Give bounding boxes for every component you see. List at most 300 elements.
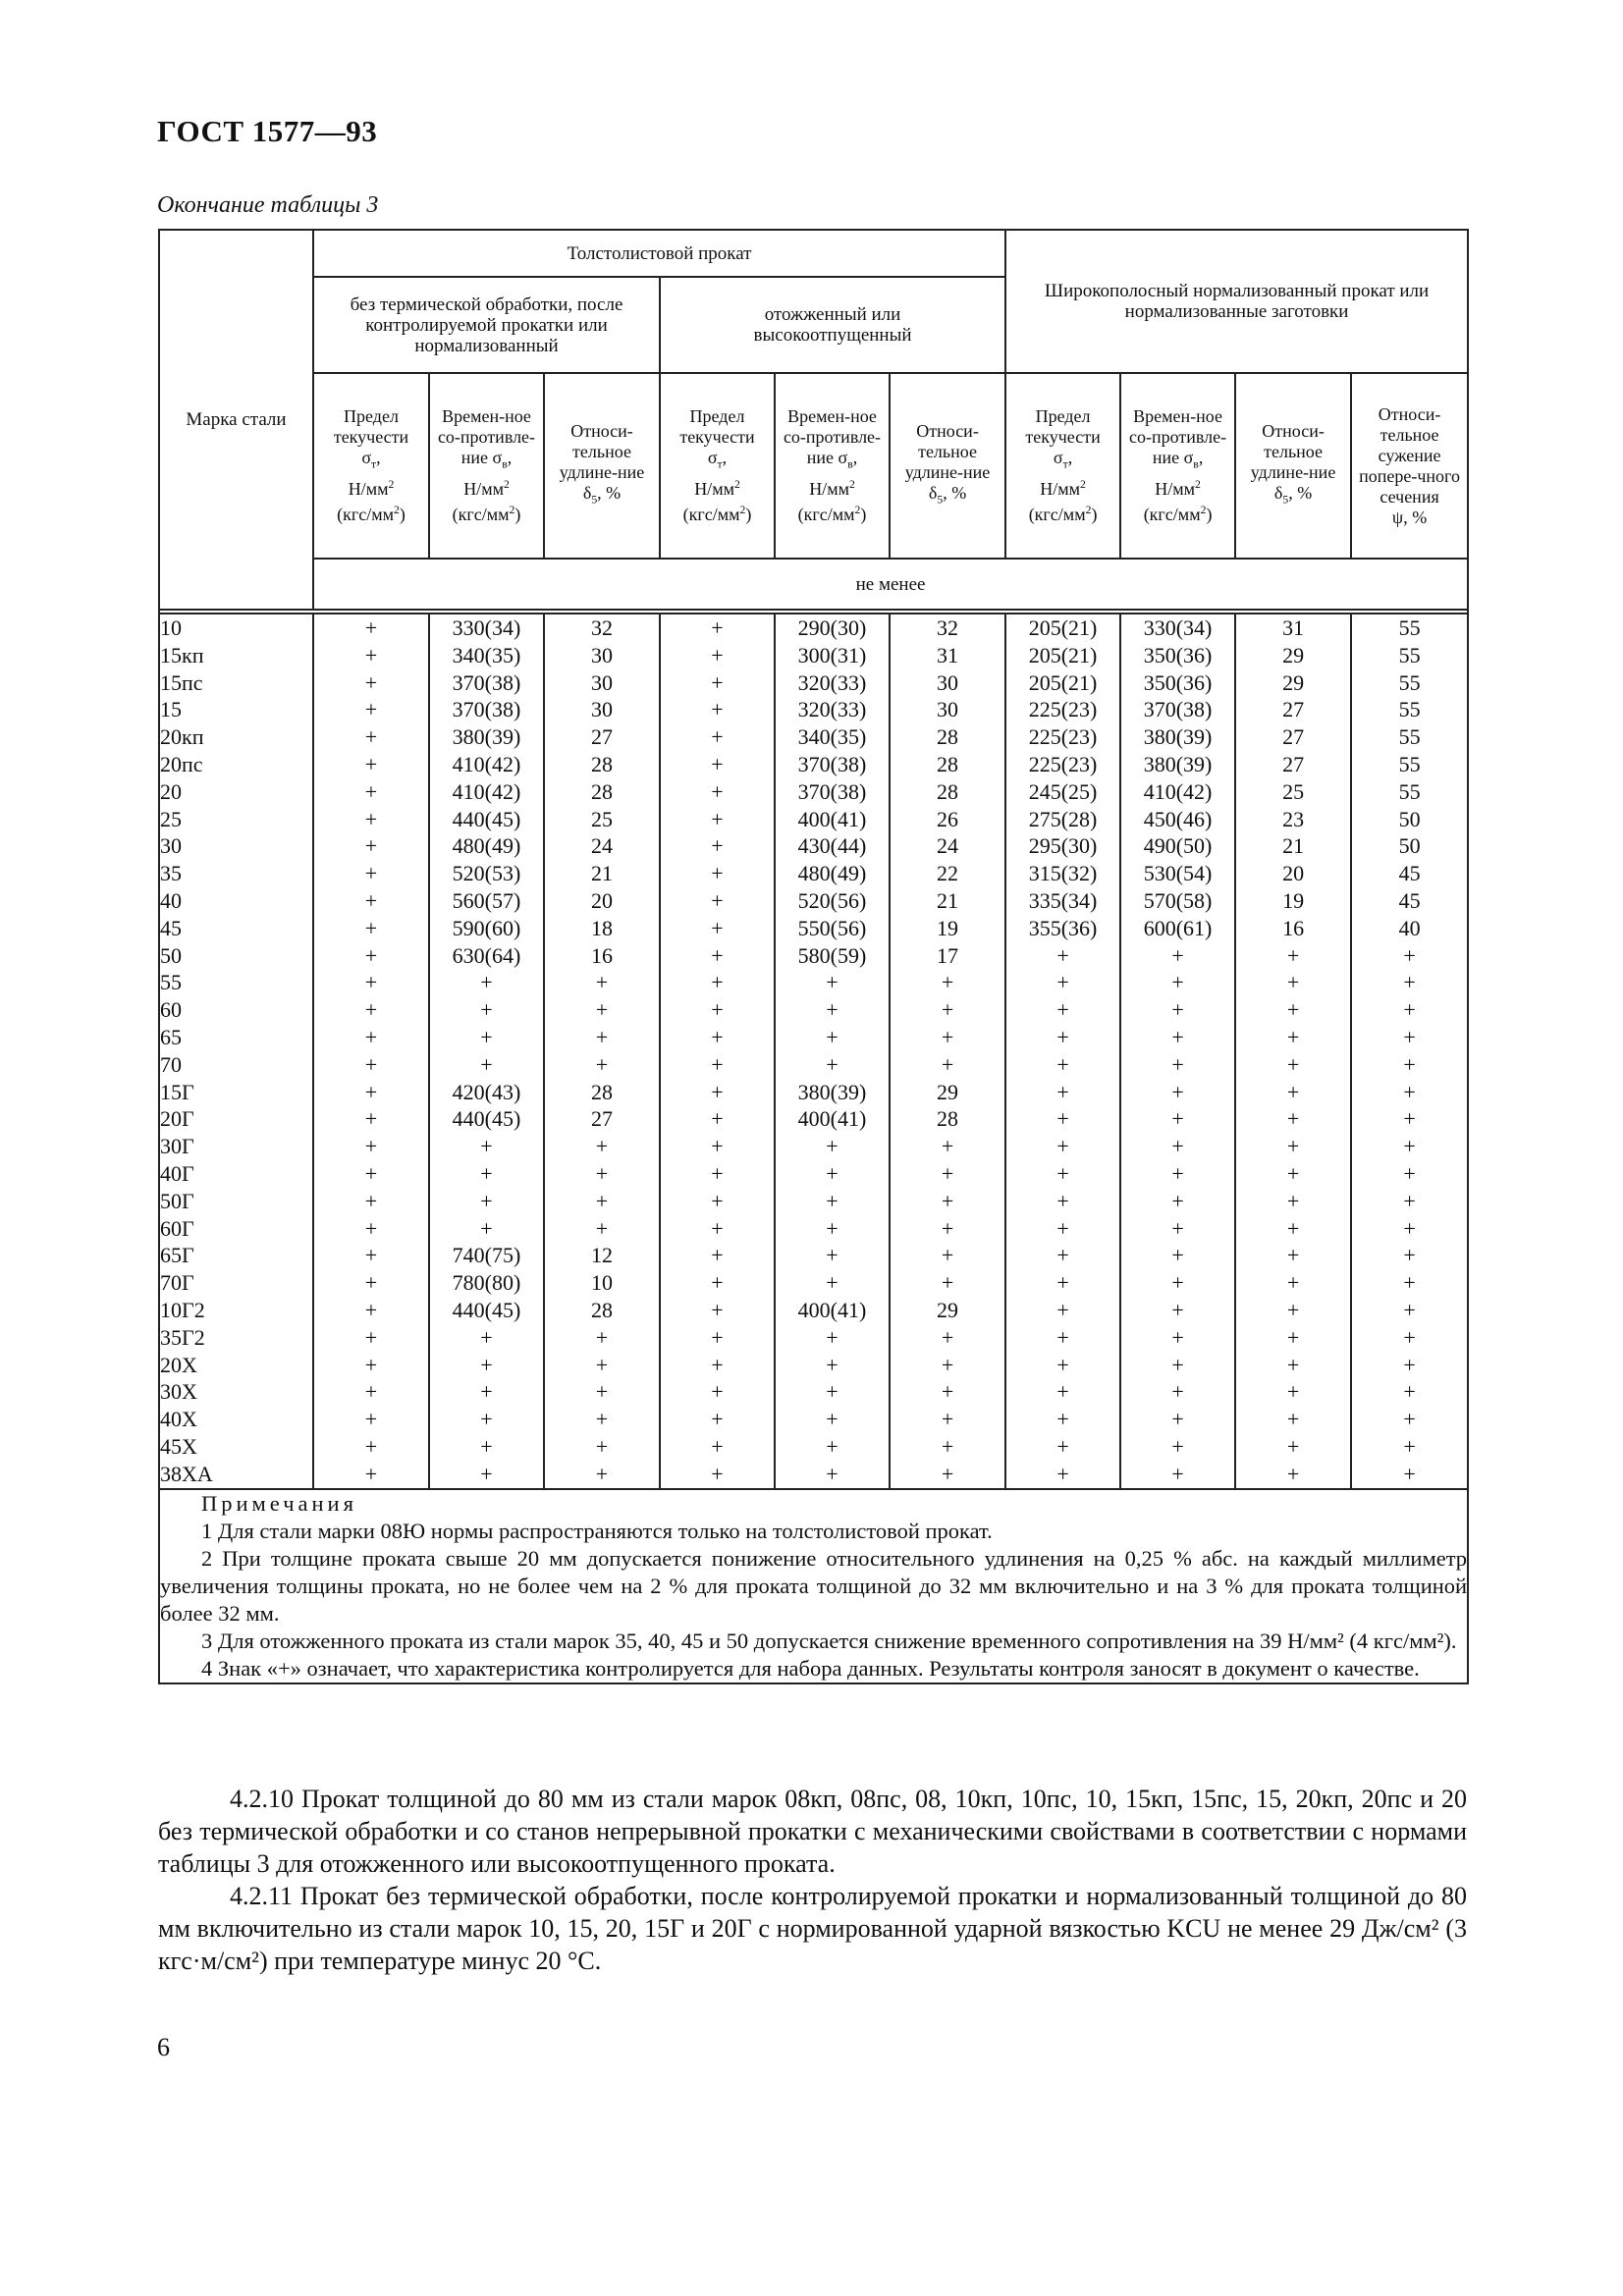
table-cell: + (364, 1215, 378, 1241)
table-cell: + (480, 1379, 493, 1405)
table-cell: + (595, 1134, 609, 1159)
table-cell: + (941, 1324, 954, 1350)
table-cell: + (480, 1407, 493, 1432)
table-cell: 18 (591, 915, 613, 940)
table-cell: 355(36) (1028, 915, 1098, 940)
table-cell: + (711, 942, 724, 968)
table-cell: 370(38) (452, 669, 521, 695)
table-cell: + (1286, 1433, 1300, 1459)
table-cell: 300(31) (797, 642, 867, 667)
grade-cell: 45 (160, 915, 182, 940)
table-cell: 55 (1398, 669, 1421, 695)
document-header: ГОСТ 1577—93 (157, 114, 378, 148)
table-cell: + (595, 1051, 609, 1077)
table-cell: 550(56) (797, 915, 867, 940)
table-cell: + (1286, 1407, 1300, 1432)
grade-cell: 45Х (160, 1433, 197, 1459)
table-cell: + (1286, 1160, 1300, 1186)
table-cell: 480(49) (797, 861, 867, 886)
table-cell: 55 (1398, 615, 1421, 640)
table-cell: + (1286, 1024, 1300, 1049)
table-cell: + (364, 1324, 378, 1350)
table-cell: 330(34) (452, 615, 521, 640)
table-cell: 25 (591, 806, 613, 831)
table-cell: + (1171, 997, 1184, 1023)
table-cell: + (480, 1215, 493, 1241)
table-cell: 380(39) (1143, 724, 1213, 750)
table-cell: + (364, 970, 378, 995)
table-cell: 55 (1398, 751, 1421, 776)
table-cell: + (711, 1160, 724, 1186)
header-reduction-area: Относи-тельное сужение попере-чного сечения ψ, % (1351, 373, 1468, 559)
note-1: 1 Для стали марки 08Ю нормы распространяются только на толстолистовой прокат. (201, 1518, 993, 1543)
grade-cell: 15пс (160, 669, 203, 695)
table-cell: + (1056, 1051, 1069, 1077)
table-cell: + (595, 997, 609, 1023)
grade-cell: 10Г2 (160, 1297, 205, 1322)
table-cell: 380(39) (452, 724, 521, 750)
table-cell: + (711, 970, 724, 995)
table-cell: + (364, 997, 378, 1023)
grade-cell: 30Х (160, 1379, 197, 1405)
table-cell: 29 (937, 1079, 959, 1104)
table-cell: 55 (1398, 642, 1421, 667)
grade-cell: 25 (160, 806, 182, 831)
table-cell: 780(80) (452, 1270, 521, 1296)
grade-column (159, 614, 313, 1489)
table-cell: 290(30) (797, 615, 867, 640)
table-cell: + (826, 1160, 839, 1186)
column-strip-tensile (1120, 614, 1235, 1489)
table-cell: + (595, 1433, 609, 1459)
table-cell: 19 (1282, 887, 1305, 913)
table-cell: + (826, 1352, 839, 1377)
table-cell: 370(38) (797, 751, 867, 776)
table-cell: + (711, 1270, 724, 1296)
grade-cell: 38ХА (160, 1461, 213, 1486)
table-cell: 560(57) (452, 887, 521, 913)
table-cell: 340(35) (452, 642, 521, 667)
table-cell: + (364, 778, 378, 804)
table-cell: + (711, 806, 724, 831)
table-cell: 29 (1282, 669, 1305, 695)
table-cell: 520(56) (797, 887, 867, 913)
table-cell: + (711, 1215, 724, 1241)
table-cell: 28 (591, 1079, 613, 1104)
table-cell: + (1286, 970, 1300, 995)
table-cell: 590(60) (452, 915, 521, 940)
grade-cell: 65 (160, 1024, 182, 1049)
table-cell: + (826, 1188, 839, 1213)
table-cell: + (364, 751, 378, 776)
table-cell: + (364, 697, 378, 722)
column-plate-elongation-untreated (544, 614, 660, 1489)
grade-cell: 20 (160, 778, 182, 804)
column-plate-yield-untreated (313, 614, 429, 1489)
table-cell: 30 (591, 642, 613, 667)
table-cell: 440(45) (452, 1106, 521, 1132)
table-cell: + (595, 1324, 609, 1350)
table-cell: 295(30) (1028, 833, 1098, 859)
table-cell: 27 (1282, 751, 1305, 776)
table-cell: + (1056, 1407, 1069, 1432)
table-cell: 29 (1282, 642, 1305, 667)
table-cell: 440(45) (452, 806, 521, 831)
header-plate-annealed: отожженный или высокоотпущенный (660, 277, 1005, 373)
table-cell: 340(35) (797, 724, 867, 750)
table-cell: + (941, 1433, 954, 1459)
table-cell: + (1286, 1270, 1300, 1296)
header-plate-untreated: без термической обработки, после контролируемой прокатки или нормализованный (313, 277, 660, 373)
table-cell: 24 (591, 833, 613, 859)
table-cell: + (364, 615, 378, 640)
table-cell: 335(34) (1028, 887, 1098, 913)
table-cell: + (480, 1160, 493, 1186)
note-4: 4 Знак «+» означает, что характеристика контролируется для набора данных. Результаты контроля заносят в документ о качестве. (201, 1655, 1420, 1681)
table-cell: + (826, 1215, 839, 1241)
table-cell: 205(21) (1028, 642, 1098, 667)
table-cell: + (1171, 1407, 1184, 1432)
table-cell: 580(59) (797, 942, 867, 968)
table-cell: + (1056, 1024, 1069, 1049)
table-cell: + (826, 970, 839, 995)
grade-cell: 60Г (160, 1215, 194, 1241)
table-cell: + (595, 1024, 609, 1049)
table-cell: + (1403, 1160, 1416, 1186)
table-cell: + (1171, 1051, 1184, 1077)
grade-cell: 40Г (160, 1160, 194, 1186)
table-cell: 370(38) (797, 778, 867, 804)
table-cell: 25 (1282, 778, 1305, 804)
header-not-less: не менее (313, 559, 1468, 610)
table-cell: + (364, 1188, 378, 1213)
table-cell: + (711, 1352, 724, 1377)
table-cell: + (711, 1106, 724, 1132)
table-cell: + (1403, 1134, 1416, 1159)
table-cell: + (711, 751, 724, 776)
table-cell: + (595, 1188, 609, 1213)
table-cell: + (711, 887, 724, 913)
table-cell: 31 (937, 642, 959, 667)
table-cell: 31 (1282, 615, 1305, 640)
table-cell: 570(58) (1143, 887, 1213, 913)
table-cell: 24 (937, 833, 959, 859)
table-cell: 26 (937, 806, 959, 831)
table-cell: + (1056, 1243, 1069, 1268)
table-cell: + (941, 1188, 954, 1213)
table-cell: 28 (937, 724, 959, 750)
header-yield-1: Предел текучести $\sigma_т$, $Н/мм^2$ $(кгс/мм^2)$ (313, 373, 429, 559)
table-cell: + (595, 1407, 609, 1432)
table-cell: + (1403, 1352, 1416, 1377)
table-cell: 30 (937, 669, 959, 695)
table-cell: 380(39) (1143, 751, 1213, 776)
header-elongation-2: Относи-тельное удлине-ние $\delta_5$, % (890, 373, 1005, 559)
note-3: 3 Для отожженного проката из стали марок 35, 40, 45 и 50 допускается снижение временного сопротивления на 39 Н/мм² (4 кгс/мм²). (201, 1628, 1457, 1653)
table-cell: + (1056, 1215, 1069, 1241)
table-cell: 29 (937, 1297, 959, 1322)
table-cell: 27 (591, 1106, 613, 1132)
table-cell: 32 (937, 615, 959, 640)
table-cell: + (1056, 942, 1069, 968)
table-cell: 17 (937, 942, 959, 968)
table-cell: 350(36) (1143, 669, 1213, 695)
paragraph-4-2-10: 4.2.10 Прокат толщиной до 80 мм из стали марок 08кп, 08пс, 08, 10кп, 10пс, 10, 15кп, 15пс, 15, 20кп, 20пс и 20 без термической обработки и со станов непрерывной прокатки с механическими свойствами в соответствии с нормами таблицы 3 для отожженного или высокоотпущенного проката. (158, 1785, 1467, 1878)
table-cell: + (1286, 1352, 1300, 1377)
table-cell: 370(38) (452, 697, 521, 722)
table-cell: + (941, 1243, 954, 1268)
table-cell: + (1403, 1379, 1416, 1405)
table-cell: + (1403, 1270, 1416, 1296)
table-cell: 400(41) (797, 1106, 867, 1132)
header-tensile-3: Времен-ное со-противле- ние $\sigma_в$, $Н/мм^2$ $(кгс/мм^2)$ (1120, 373, 1235, 559)
table-cell: 490(50) (1143, 833, 1213, 859)
table-cell: + (364, 887, 378, 913)
table-cell: + (1286, 942, 1300, 968)
table-cell: + (1056, 1160, 1069, 1186)
table-cell: 21 (937, 887, 959, 913)
table-cell: 225(23) (1028, 724, 1098, 750)
table-cell: + (826, 1324, 839, 1350)
table-cell: + (1403, 1461, 1416, 1486)
table-cell: + (364, 806, 378, 831)
table-cell: + (1403, 1051, 1416, 1077)
table-cell: + (480, 1024, 493, 1049)
grade-cell: 60 (160, 997, 182, 1023)
table-cell: + (1403, 1188, 1416, 1213)
table-cell: 420(43) (452, 1079, 521, 1104)
grade-cell: 70 (160, 1051, 182, 1077)
table-cell: + (711, 1297, 724, 1322)
table-cell: + (480, 1134, 493, 1159)
table-cell: + (941, 1134, 954, 1159)
table-cell: + (364, 915, 378, 940)
grade-cell: 15 (160, 697, 182, 722)
column-plate-elongation-annealed (890, 614, 1005, 1489)
table-cell: + (480, 970, 493, 995)
table-notes (159, 1489, 1468, 1683)
table-cell: + (1171, 942, 1184, 968)
table-cell: 400(41) (797, 1297, 867, 1322)
table-cell: + (1286, 1324, 1300, 1350)
table-cell: + (1403, 1243, 1416, 1268)
grade-cell: 55 (160, 970, 182, 995)
table-cell: 740(75) (452, 1243, 521, 1268)
table-cell: 20 (591, 887, 613, 913)
table-cell: + (364, 724, 378, 750)
table-cell: + (364, 1297, 378, 1322)
table-cell: + (364, 1079, 378, 1104)
table-cell: + (941, 970, 954, 995)
table-cell: + (941, 1051, 954, 1077)
table-cell: + (364, 1243, 378, 1268)
column-plate-tensile-untreated (429, 614, 544, 1489)
table-cell: 245(25) (1028, 778, 1098, 804)
grade-cell: 40 (160, 887, 182, 913)
table-cell: + (364, 942, 378, 968)
table-cell: + (1286, 1051, 1300, 1077)
table-cell: + (826, 1461, 839, 1486)
table-cell: + (1403, 970, 1416, 995)
table-cell: + (1056, 1079, 1069, 1104)
table-cell: + (480, 1433, 493, 1459)
table-cell: + (1056, 1461, 1069, 1486)
table-cell: + (1403, 1215, 1416, 1241)
header-elongation-3: Относи-тельное удлине-ние $\delta_5$, % (1235, 373, 1351, 559)
table-cell: + (711, 669, 724, 695)
table-cell: + (711, 1407, 724, 1432)
table-cell: + (480, 997, 493, 1023)
header-yield-2: Предел текучести $\sigma_т$, $Н/мм^2$ $(кгс/мм^2)$ (660, 373, 775, 559)
table-cell: 225(23) (1028, 697, 1098, 722)
table-cell: + (711, 724, 724, 750)
grade-cell: 20кп (160, 724, 204, 750)
table-cell: + (1171, 1215, 1184, 1241)
table-cell: + (941, 1407, 954, 1432)
table-cell: 12 (591, 1243, 613, 1268)
table-cell: + (364, 1379, 378, 1405)
table-cell: + (364, 669, 378, 695)
table-cell: + (480, 1188, 493, 1213)
grade-cell: 70Г (160, 1270, 194, 1296)
table-cell: 350(36) (1143, 642, 1213, 667)
table-cell: + (364, 1024, 378, 1049)
table-cell: + (480, 1051, 493, 1077)
table-cell: + (1056, 1379, 1069, 1405)
table-cell: + (364, 1433, 378, 1459)
column-plate-tensile-annealed (775, 614, 890, 1489)
grade-cell: 30 (160, 833, 182, 859)
table-cell: 16 (591, 942, 613, 968)
table-cell: + (711, 1461, 724, 1486)
table-cell: 20 (1282, 861, 1305, 886)
grade-cell: 50 (160, 942, 182, 968)
table-cell: 400(41) (797, 806, 867, 831)
table-cell: + (1403, 1024, 1416, 1049)
mechanical-properties-table (158, 229, 1469, 1684)
table-cell: 370(38) (1143, 697, 1213, 722)
table-cell: + (941, 1461, 954, 1486)
table-cell: + (1286, 997, 1300, 1023)
table-cell: 10 (591, 1270, 613, 1296)
table-cell: + (711, 1079, 724, 1104)
table-cell: + (826, 1134, 839, 1159)
table-cell: + (1171, 1160, 1184, 1186)
table-cell: + (364, 1461, 378, 1486)
header-tensile-1: Времен-ное со-противле- ние $\sigma_в$, $Н/мм^2$ $(кгс/мм^2)$ (429, 373, 544, 559)
table-cell: + (364, 1051, 378, 1077)
grade-cell: 35Г2 (160, 1324, 205, 1350)
table-cell: + (1171, 1433, 1184, 1459)
table-cell: 27 (1282, 697, 1305, 722)
table-cell: + (1286, 1106, 1300, 1132)
table-cell: 45 (1398, 861, 1421, 886)
header-wide-strip: Широкополосный нормализованный прокат или нормализованные заготовки (1005, 230, 1468, 373)
table-cell: + (1403, 1433, 1416, 1459)
table-cell: 480(49) (452, 833, 521, 859)
grade-cell: 35 (160, 861, 182, 886)
grade-cell: 15Г (160, 1079, 194, 1104)
table-cell: 410(42) (452, 751, 521, 776)
column-strip-yield (1005, 614, 1120, 1489)
table-cell: 55 (1398, 778, 1421, 804)
table-cell: + (595, 970, 609, 995)
table-cell: + (480, 1461, 493, 1486)
table-cell: + (364, 1270, 378, 1296)
table-cell: 28 (591, 778, 613, 804)
grade-cell: 20Г (160, 1106, 194, 1132)
grade-cell: 10 (160, 615, 182, 640)
paragraph-4-2-11: 4.2.11 Прокат без термической обработки, после контролируемой прокатки и нормализованный толщиной до 80 мм включительно из стали марок 10, 15, 20, 15Г и 20Г с нормированной ударной вязкостью KCU не менее 29 Дж/см² (3 кгс·м/см²) при температуре минус 20 °C. (158, 1882, 1467, 1975)
table-cell: + (1403, 1324, 1416, 1350)
table-cell: + (711, 997, 724, 1023)
table-cell: 28 (937, 1106, 959, 1132)
table-cell: + (595, 1461, 609, 1486)
table-cell: + (1171, 1079, 1184, 1104)
table-cell: + (1171, 1243, 1184, 1268)
table-cell: 50 (1398, 833, 1421, 859)
table-cell: + (941, 1215, 954, 1241)
table-cell: + (711, 1134, 724, 1159)
table-cell: + (1403, 1407, 1416, 1432)
table-cell: 430(44) (797, 833, 867, 859)
table-caption: Окончание таблицы 3 (157, 192, 379, 218)
table-cell: 27 (1282, 724, 1305, 750)
table-cell: 30 (591, 697, 613, 722)
table-cell: + (1171, 1297, 1184, 1322)
table-cell: + (364, 833, 378, 859)
table-cell: + (941, 1160, 954, 1186)
table-cell: + (364, 1160, 378, 1186)
table-cell: + (364, 642, 378, 667)
grade-cell: 50Г (160, 1188, 194, 1213)
column-strip-reduction (1351, 614, 1468, 1489)
header-tensile-2: Времен-ное со-противле- ние $\sigma_в$, $Н/мм^2$ $(кгс/мм^2)$ (775, 373, 890, 559)
table-cell: 16 (1282, 915, 1305, 940)
table-cell: 600(61) (1143, 915, 1213, 940)
table-cell: + (364, 1106, 378, 1132)
table-cell: + (711, 1324, 724, 1350)
table-cell: + (595, 1352, 609, 1377)
table-cell: 450(46) (1143, 806, 1213, 831)
table-cell: + (826, 1243, 839, 1268)
table-cell: + (1286, 1379, 1300, 1405)
table-cell: + (1403, 942, 1416, 968)
table-cell: + (941, 997, 954, 1023)
table-cell: + (480, 1324, 493, 1350)
table-cell: + (826, 1379, 839, 1405)
table-cell: + (1056, 1270, 1069, 1296)
table-cell: + (1286, 1243, 1300, 1268)
grade-cell: 65Г (160, 1243, 194, 1268)
notes-title: Примечания (201, 1490, 357, 1516)
table-cell: + (364, 1134, 378, 1159)
table-cell: 23 (1282, 806, 1305, 831)
table-cell: + (941, 1024, 954, 1049)
table-cell: + (1056, 1433, 1069, 1459)
table-cell: 21 (591, 861, 613, 886)
table-cell: 410(42) (1143, 778, 1213, 804)
table-cell: + (595, 1379, 609, 1405)
table-cell: + (1403, 1106, 1416, 1132)
grade-cell: 20пс (160, 751, 203, 776)
table-cell: 55 (1398, 724, 1421, 750)
column-strip-elongation (1235, 614, 1351, 1489)
body-text (158, 1783, 1467, 1977)
table-cell: 21 (1282, 833, 1305, 859)
table-cell: + (1286, 1134, 1300, 1159)
table-cell: + (711, 1024, 724, 1049)
